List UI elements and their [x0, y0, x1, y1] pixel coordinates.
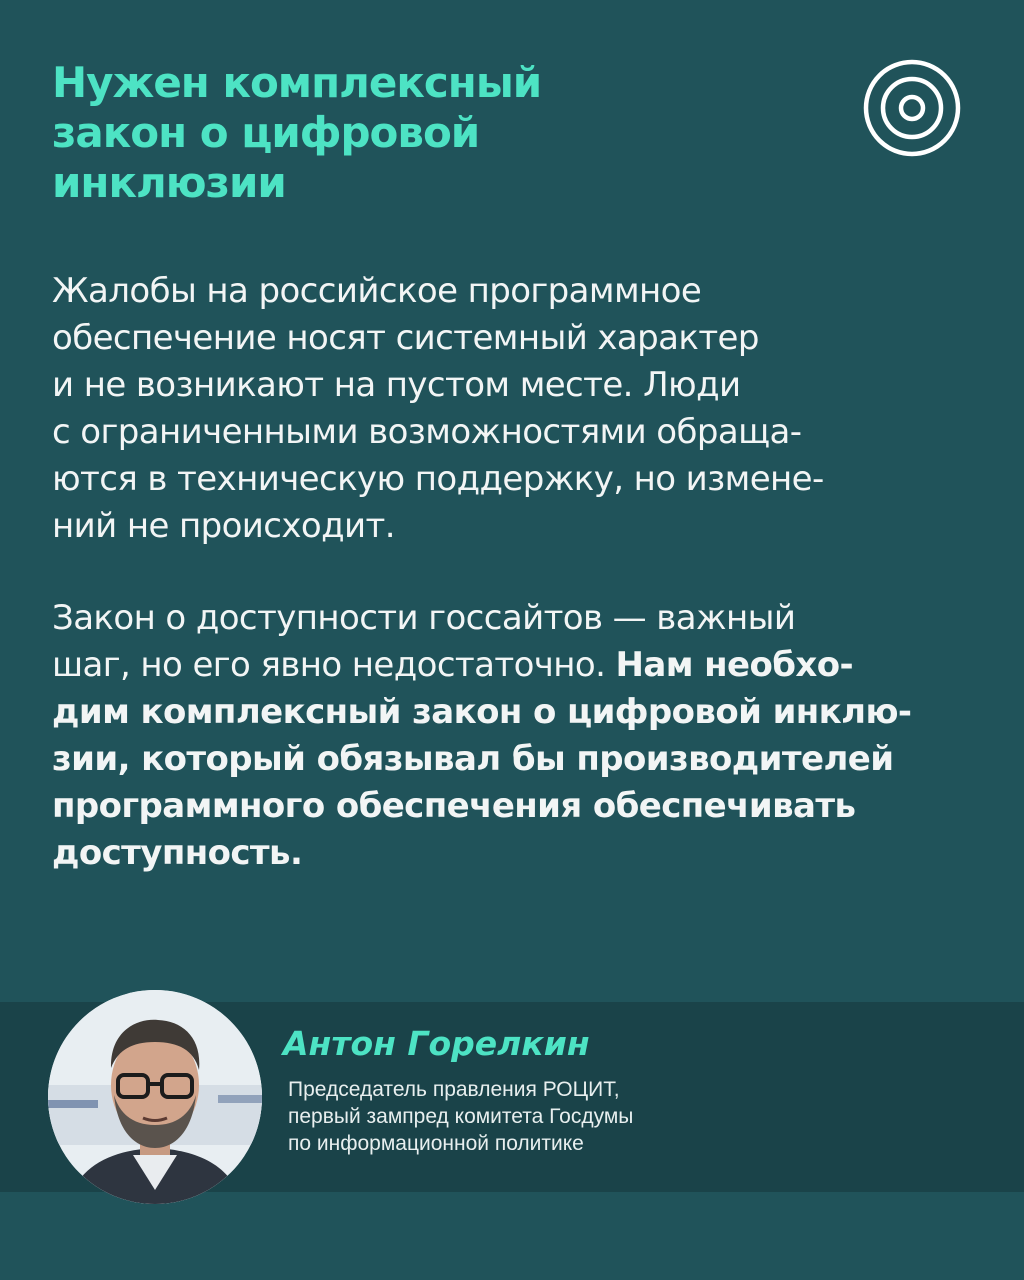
- headline-line: инклюзии: [52, 158, 286, 207]
- body-line-bold: программного обеспечения обеспечивать: [52, 786, 856, 826]
- body-line: ются в техническую поддержку, но измене-: [52, 459, 824, 499]
- headline-line: закон о цифровой: [52, 108, 480, 157]
- headline-line: Нужен комплексный: [52, 58, 542, 107]
- paragraph-gap: [52, 550, 982, 595]
- speaker-role-line: Председатель правления РОЦИТ,: [288, 1078, 620, 1101]
- body-line: Жалобы на российское программное: [52, 271, 702, 311]
- headline: [52, 58, 772, 208]
- body-line: и не возникают на пустом месте. Люди: [52, 365, 741, 405]
- speaker-photo: [48, 990, 262, 1204]
- body-fragment-bold: Нам необхо-: [615, 645, 854, 685]
- body-line: с ограниченными возможностями обраща-: [52, 412, 802, 452]
- speaker-role-line: по информационной политике: [288, 1132, 584, 1155]
- body-line: ний не происходит.: [52, 506, 395, 546]
- portrait-image: [48, 990, 262, 1204]
- body-text: [52, 268, 982, 877]
- body-line-bold: доступность.: [52, 833, 303, 873]
- body-fragment: шаг, но его явно недостаточно.: [52, 645, 616, 685]
- speaker-name: Антон Горелкин: [283, 1024, 590, 1063]
- target-rings-icon: [862, 58, 962, 158]
- body-line-mixed: [52, 642, 982, 689]
- body-line: обеспечение носят системный характер: [52, 318, 759, 358]
- body-line-bold: зии, который обязывал бы производителей: [52, 739, 894, 779]
- body-line-bold: дим комплексный закон о цифровой инклю-: [52, 692, 912, 732]
- speaker-role: [288, 1076, 633, 1157]
- speaker-role-line: первый зампред комитета Госдумы: [288, 1105, 634, 1128]
- body-line: Закон о доступности госсайтов — важный: [52, 598, 796, 638]
